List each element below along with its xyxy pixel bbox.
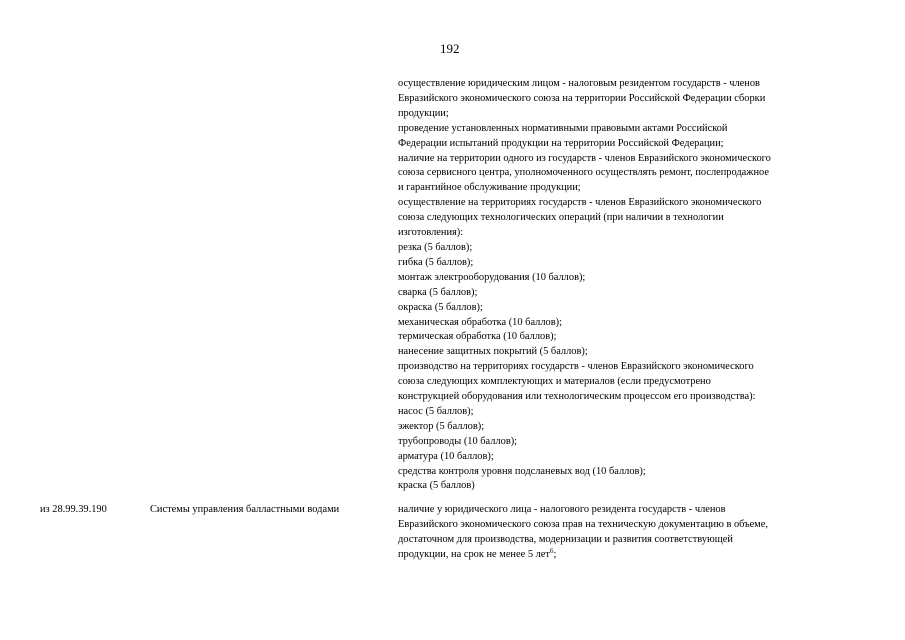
requirement-line: проведение установленных нормативными правовыми актами Российской — [398, 122, 728, 134]
page-number: 192 — [440, 41, 460, 56]
requirement-line: эжектор (5 баллов); — [398, 420, 485, 432]
requirement-line: монтаж электрооборудования (10 баллов); — [398, 271, 586, 283]
requirement-line: конструкцией оборудования или технологическим процессом его производства): — [398, 391, 756, 403]
requirement-line: союза следующих технологических операций (при наличии в технологии — [398, 212, 724, 224]
requirement-line: нанесение защитных покрытий (5 баллов); — [398, 346, 588, 358]
requirement-line: Евразийского экономического союза на территории Российской Федерации сборки — [398, 92, 766, 104]
requirement-line: достаточном для производства, модернизации и развития соответствующей — [398, 533, 733, 545]
requirement-text: продукции, на срок не менее 5 лет — [398, 548, 550, 560]
requirement-line-with-footnote — [398, 548, 878, 563]
product-name: Системы управления балластными водами — [150, 504, 340, 515]
line-end: ; — [553, 548, 557, 560]
requirement-line: насос (5 баллов); — [398, 405, 474, 417]
requirement-line: окраска (5 баллов); — [398, 301, 483, 313]
requirement-line: изготовления): — [398, 227, 464, 239]
requirement-line: осуществление на территориях государств - членов Евразийского экономического — [398, 197, 762, 209]
requirement-line: сварка (5 баллов); — [398, 286, 478, 298]
requirement-line: краска (5 баллов) — [398, 480, 475, 492]
requirement-line: и гарантийное обслуживание продукции; — [398, 182, 581, 194]
requirement-line: гибка (5 баллов); — [398, 256, 474, 268]
requirement-line: Федерации испытаний продукции на территории Российской Федерации; — [398, 137, 724, 149]
requirement-line: трубопроводы (10 баллов); — [398, 435, 518, 447]
requirement-line: осуществление юридическим лицом - налоговым резидентом государств - членов — [398, 78, 760, 89]
requirement-line: союза сервисного центра, уполномоченного осуществлять ремонт, послепродажное — [398, 167, 769, 179]
requirement-line: наличие на территории одного из государств - членов Евразийского экономического — [398, 152, 771, 164]
requirement-line: резка (5 баллов); — [398, 241, 473, 253]
requirement-line: производство на территориях государств - членов Евразийского экономического — [398, 361, 754, 373]
requirement-line: продукции; — [398, 107, 449, 119]
requirement-line: механическая обработка (10 баллов); — [398, 316, 562, 328]
requirement-line: наличие у юридического лица - налогового резидента государств - членов — [398, 504, 726, 515]
product-code: из 28.99.39.190 — [40, 504, 107, 515]
requirement-line: Евразийского экономического союза прав на техническую документацию в объеме, — [398, 518, 768, 530]
continued-requirements — [398, 77, 878, 494]
footnote-mark: 6 — [549, 546, 554, 555]
row-requirements — [398, 503, 878, 563]
requirement-line: союза следующих комплектующих и материалов (если предусмотрено — [398, 376, 711, 388]
requirement-line: средства контроля уровня подсланевых вод (10 баллов); — [398, 465, 646, 477]
requirement-line: арматура (10 баллов); — [398, 450, 494, 462]
requirement-line: термическая обработка (10 баллов); — [398, 331, 557, 343]
